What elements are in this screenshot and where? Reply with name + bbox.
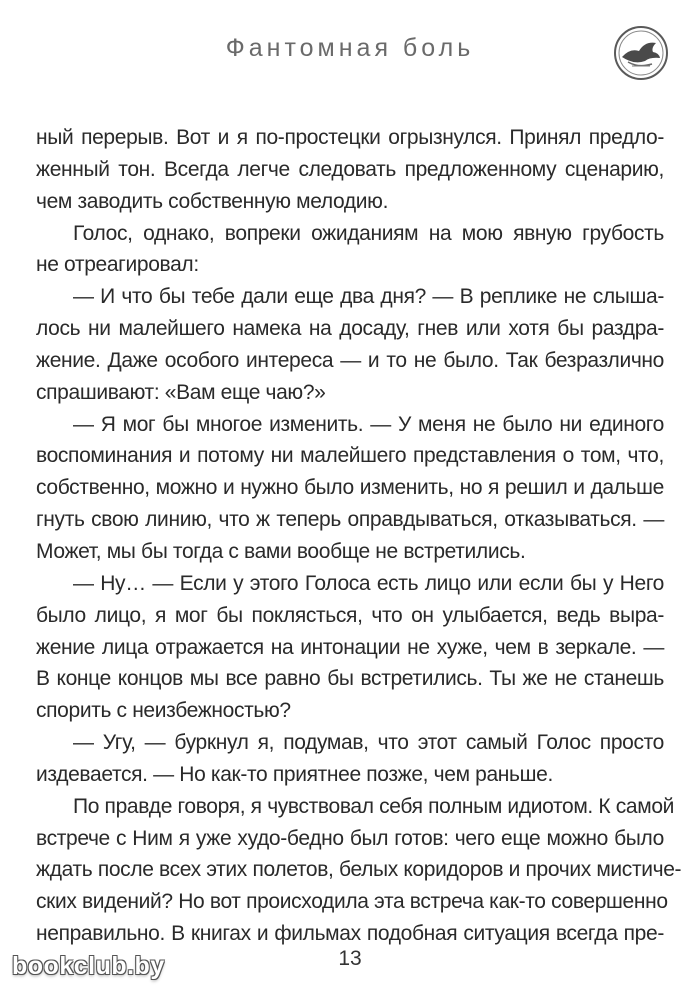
text-line: спорить с неизбежностью? [36,699,291,723]
text-line: лось ни малейшего намека на досаду, гнев или хотя бы раздра- [36,317,664,341]
text-line: — Я мог бы многое изменить. — У меня не было ни единого [73,412,664,436]
text-line: жение. Даже особого интереса — и то не было. Так безразлично [36,348,664,372]
bird-in-circle-logo-icon [612,24,670,82]
running-header: Фантомная боль [225,34,475,62]
text-line: жение лица отражается на интонации не хуже, чем в зеркале. — [36,635,664,659]
text-line: ный перерыв. Вот и я по-простецки огрызнулся. Принял предло- [36,126,664,149]
text-line: было лицо, я мог бы поклясться, что он улыбается, ведь выра- [36,603,664,627]
text-line: ских видений? Но вот происходила эта встреча как-то совершенно [36,890,668,914]
text-line: женный тон. Всегда легче следовать предложенному сценарию, [36,157,664,181]
text-line: В конце концов мы все равно бы встретились. Ты же не станешь [36,667,664,691]
text-line: — И что бы тебе дали еще два дня? — В реплике не слыша- [73,285,664,309]
text-line: встрече с Ним я уже худо-бедно был готов: чего еще можно было [36,826,664,850]
text-line: чем заводить собственную мелодию. [36,189,389,213]
watermark: bookclub.by [12,952,165,980]
text-line: Может, мы бы тогда с вами вообще не встретились. [36,539,526,563]
body-text [36,122,682,950]
text-line: неправильно. В книгах и фильмах подобная ситуация всегда пре- [36,922,664,946]
page-number: 13 [338,947,362,970]
text-line: спрашивают: «Вам еще чаю?» [36,380,326,404]
text-line: — Угу, — буркнул я, подумав, что этот самый Голос просто [73,731,664,755]
text-line: По правде говоря, я чувствовал себя полным идиотом. К самой [73,794,675,818]
text-line: гнуть свою линию, что ж теперь оправдываться, отказываться. — [36,508,664,532]
text-line: воспоминания и потому ни малейшего представления о том, что, [36,444,664,468]
text-line: не отреагировал: [36,253,199,277]
text-line: — Ну… — Если у этого Голоса есть лицо или если бы у Него [73,571,664,595]
text-line: издевается. — Но как-то приятнее позже, чем раньше. [36,762,553,786]
text-line: ждать после всех этих полетов, белых коридоров и прочих мистиче- [36,858,682,882]
text-line: собственно, можно и нужно было изменить, но я решил и дальше [36,476,664,500]
text-line: Голос, однако, вопреки ожиданиям на мою явную грубость [73,221,664,245]
